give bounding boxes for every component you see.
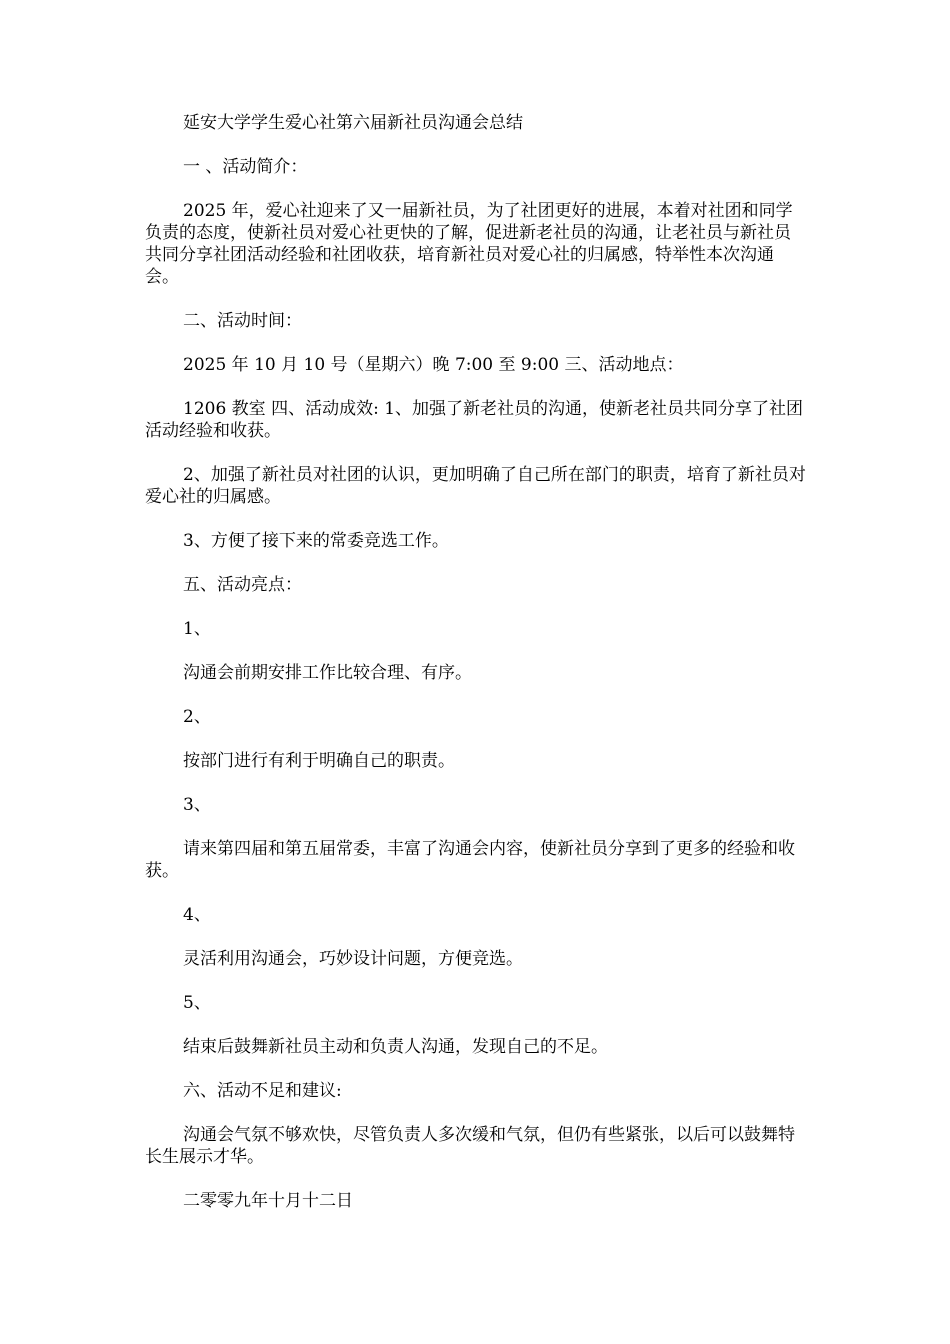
highlight-text-1: 沟通会前期安排工作比较合理、有序。 [183,663,472,683]
document-title: 延安大学学生爱心社第六届新社员沟通会总结 [183,113,523,133]
result-item-2: 2、加强了新社员对社团的认识，更加明确了自己所在部门的职责，培育了新社员对爱心社的归属感。 [145,465,806,507]
section-heading-highlights: 五、活动亮点： [183,575,302,595]
highlight-text-4: 灵活利用沟通会，巧妙设计问题，方便竞选。 [183,949,523,969]
section-heading-time: 二、活动时间： [183,311,302,331]
time-and-location-heading: 2025 年 10 月 10 号（星期六）晚 7:00 至 9:00 三、活动地点： [183,355,684,375]
highlight-number-4: 4、 [183,905,211,925]
highlight-text-3: 请来第四届和第五届常委，丰富了沟通会内容，使新社员分享到了更多的经验和收获。 [145,839,795,881]
result-item-3: 3、方便了接下来的常委竞选工作。 [183,531,449,551]
shortcomings-paragraph: 沟通会气氛不够欢快，尽管负责人多次缓和气氛，但仍有些紧张，以后可以鼓舞特长生展示才华。 [145,1125,795,1167]
highlight-text-5: 结束后鼓舞新社员主动和负责人沟通，发现自己的不足。 [183,1037,608,1057]
intro-paragraph: 2025 年，爱心社迎来了又一届新社员，为了社团更好的进展，本着对社团和同学负责的态度，使新社员对爱心社更快的了解，促进新老社员的沟通，让老社员与新社员共同分享社团活动经验和社团收获，培育新社员对爱心社的归属感，特举性本次沟通会。 [145,201,793,287]
highlight-number-1: 1、 [183,619,211,639]
section-heading-intro: 一 、活动简介： [183,157,308,177]
highlight-text-2: 按部门进行有利于明确自己的职责。 [183,751,455,771]
location-and-results-paragraph: 1206 教室 四、活动成效: 1、加强了新老社员的沟通，使新老社员共同分享了社团活动经验和收获。 [145,399,804,441]
highlight-number-3: 3、 [183,795,211,815]
section-heading-shortcomings: 六、活动不足和建议: [183,1081,342,1101]
highlight-number-2: 2、 [183,707,211,727]
document-body [145,112,807,1234]
document-date: 二零零九年十月十二日 [183,1191,353,1211]
highlight-number-5: 5、 [183,993,211,1013]
